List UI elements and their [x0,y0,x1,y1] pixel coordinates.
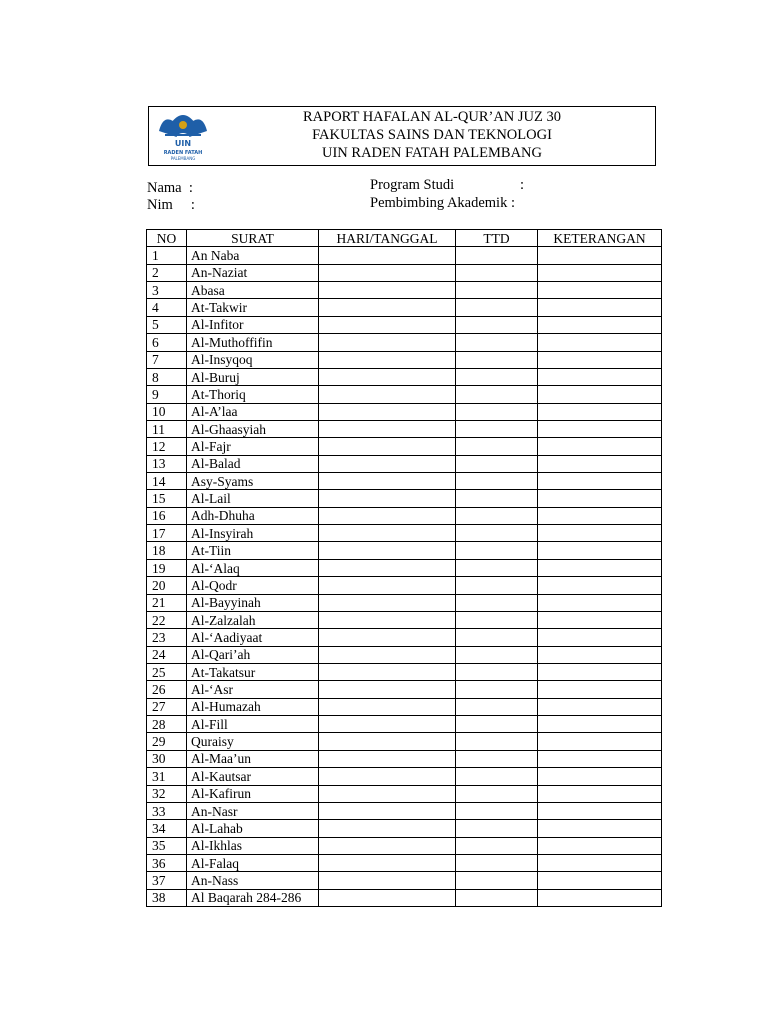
row-hari-tanggal-cell[interactable] [319,403,456,420]
row-ttd-cell[interactable] [456,316,538,333]
table-row [147,716,662,733]
row-keterangan-cell[interactable] [538,698,662,715]
table-row [147,611,662,628]
row-ttd-cell[interactable] [456,559,538,576]
table-header-row [147,230,662,247]
row-hari-tanggal-cell[interactable] [319,525,456,542]
program-studi-colon: : [520,177,525,193]
row-ttd-cell[interactable] [456,889,538,906]
row-ttd-cell[interactable] [456,525,538,542]
row-keterangan-cell[interactable] [538,663,662,680]
row-surat: Al-Lahab [187,820,319,837]
pembimbing-label: Pembimbing Akademik : [370,195,515,211]
table-row [147,368,662,385]
table-row [147,820,662,837]
row-keterangan-cell[interactable] [538,368,662,385]
row-surat: Al-Lail [187,490,319,507]
row-ttd-cell[interactable] [456,854,538,871]
row-hari-tanggal-cell[interactable] [319,663,456,680]
table-row [147,802,662,819]
row-hari-tanggal-cell[interactable] [319,247,456,264]
row-no: 4 [147,299,187,316]
row-ttd-cell[interactable] [456,264,538,281]
table-row [147,889,662,906]
row-keterangan-cell[interactable] [538,768,662,785]
col-keterangan: KETERANGAN [538,230,662,247]
row-surat: Al-‘Alaq [187,559,319,576]
table-row [147,473,662,490]
row-no: 31 [147,768,187,785]
row-keterangan-cell[interactable] [538,646,662,663]
uin-logo-icon [155,109,211,163]
table-row [147,768,662,785]
row-ttd-cell[interactable] [456,247,538,264]
row-keterangan-cell[interactable] [538,316,662,333]
svg-text:RADEN FATAH: RADEN FATAH [163,150,203,156]
row-hari-tanggal-cell[interactable] [319,420,456,437]
table-row [147,490,662,507]
row-ttd-cell[interactable] [456,542,538,559]
row-no: 36 [147,854,187,871]
nama-label: Nama : [147,180,193,196]
row-no: 8 [147,368,187,385]
row-hari-tanggal-cell[interactable] [319,316,456,333]
row-keterangan-cell[interactable] [538,594,662,611]
row-surat: At-Takwir [187,299,319,316]
table-row [147,559,662,576]
row-hari-tanggal-cell[interactable] [319,802,456,819]
row-ttd-cell[interactable] [456,334,538,351]
row-no: 19 [147,559,187,576]
row-no: 20 [147,577,187,594]
row-hari-tanggal-cell[interactable] [319,716,456,733]
table-row [147,698,662,715]
row-no: 25 [147,663,187,680]
row-surat: Al-Ikhlas [187,837,319,854]
row-hari-tanggal-cell[interactable] [319,646,456,663]
table-row [147,386,662,403]
logo-emblem [159,115,207,137]
row-surat: Al-Muthoffifin [187,334,319,351]
col-hari-tanggal: HARI/TANGGAL [319,230,456,247]
row-no: 6 [147,334,187,351]
row-no: 18 [147,542,187,559]
table-row [147,438,662,455]
row-hari-tanggal-cell[interactable] [319,264,456,281]
university-name: UIN RADEN FATAH PALEMBANG [322,145,542,161]
row-surat: Al-Kafirun [187,785,319,802]
row-surat: Al-Buruj [187,368,319,385]
faculty-name: FAKULTAS SAINS DAN TEKNOLOGI [312,127,552,143]
row-ttd-cell[interactable] [456,802,538,819]
row-surat: Al-Qari’ah [187,646,319,663]
row-surat: Al-Insyirah [187,525,319,542]
row-surat: Al-Insyqoq [187,351,319,368]
row-ttd-cell[interactable] [456,403,538,420]
row-keterangan-cell[interactable] [538,629,662,646]
row-keterangan-cell[interactable] [538,611,662,628]
row-keterangan-cell[interactable] [538,889,662,906]
col-no: NO [147,230,187,247]
row-keterangan-cell[interactable] [538,420,662,437]
row-surat: Asy-Syams [187,473,319,490]
row-hari-tanggal-cell[interactable] [319,299,456,316]
row-surat: At-Takatsur [187,663,319,680]
row-surat: Al-Falaq [187,854,319,871]
row-no: 38 [147,889,187,906]
table-row [147,872,662,889]
row-no: 12 [147,438,187,455]
row-no: 24 [147,646,187,663]
report-header [148,106,656,166]
row-ttd-cell[interactable] [456,663,538,680]
row-ttd-cell[interactable] [456,820,538,837]
row-surat: An-Naziat [187,264,319,281]
row-no: 7 [147,351,187,368]
table-row [147,733,662,750]
row-surat: Al-Qodr [187,577,319,594]
row-keterangan-cell[interactable] [538,872,662,889]
row-keterangan-cell[interactable] [538,299,662,316]
row-keterangan-cell[interactable] [538,247,662,264]
row-keterangan-cell[interactable] [538,334,662,351]
row-hari-tanggal-cell[interactable] [319,872,456,889]
row-hari-tanggal-cell[interactable] [319,698,456,715]
table-body [147,247,662,907]
row-no: 33 [147,802,187,819]
table-row [147,854,662,871]
row-surat: Al-Fajr [187,438,319,455]
svg-text:PALEMBANG: PALEMBANG [170,156,196,161]
row-hari-tanggal-cell[interactable] [319,681,456,698]
row-ttd-cell[interactable] [456,299,538,316]
row-surat: Al-A’laa [187,403,319,420]
row-ttd-cell[interactable] [456,386,538,403]
row-ttd-cell[interactable] [456,455,538,472]
row-keterangan-cell[interactable] [538,750,662,767]
row-keterangan-cell[interactable] [538,733,662,750]
row-ttd-cell[interactable] [456,611,538,628]
row-keterangan-cell[interactable] [538,525,662,542]
nim-label: Nim : [147,197,195,213]
row-no: 22 [147,611,187,628]
row-ttd-cell[interactable] [456,733,538,750]
row-keterangan-cell[interactable] [538,490,662,507]
row-hari-tanggal-cell[interactable] [319,386,456,403]
row-no: 15 [147,490,187,507]
row-hari-tanggal-cell[interactable] [319,368,456,385]
hafalan-table [146,229,662,907]
row-keterangan-cell[interactable] [538,386,662,403]
row-ttd-cell[interactable] [456,420,538,437]
row-no: 26 [147,681,187,698]
row-hari-tanggal-cell[interactable] [319,334,456,351]
row-hari-tanggal-cell[interactable] [319,559,456,576]
row-surat: Al-Maa’un [187,750,319,767]
row-surat: At-Tiin [187,542,319,559]
row-ttd-cell[interactable] [456,507,538,524]
row-ttd-cell[interactable] [456,785,538,802]
row-surat: Adh-Dhuha [187,507,319,524]
row-surat: An-Nass [187,872,319,889]
row-ttd-cell[interactable] [456,872,538,889]
row-no: 1 [147,247,187,264]
row-ttd-cell[interactable] [456,750,538,767]
row-no: 2 [147,264,187,281]
row-surat: Al-Humazah [187,698,319,715]
row-surat: Al-‘Asr [187,681,319,698]
table-row [147,455,662,472]
table-row [147,247,662,264]
table-row [147,507,662,524]
table-row [147,334,662,351]
row-no: 5 [147,316,187,333]
row-ttd-cell[interactable] [456,473,538,490]
row-keterangan-cell[interactable] [538,802,662,819]
row-surat: An-Nasr [187,802,319,819]
table-row [147,594,662,611]
table-row [147,542,662,559]
row-ttd-cell[interactable] [456,629,538,646]
row-ttd-cell[interactable] [456,438,538,455]
table-row [147,750,662,767]
row-no: 37 [147,872,187,889]
row-keterangan-cell[interactable] [538,716,662,733]
table-row [147,646,662,663]
row-no: 32 [147,785,187,802]
row-surat: At-Thoriq [187,386,319,403]
row-keterangan-cell[interactable] [538,351,662,368]
row-surat: Al-Bayyinah [187,594,319,611]
row-hari-tanggal-cell[interactable] [319,750,456,767]
row-surat: Al-Kautsar [187,768,319,785]
row-no: 13 [147,455,187,472]
row-hari-tanggal-cell[interactable] [319,889,456,906]
row-ttd-cell[interactable] [456,282,538,299]
row-hari-tanggal-cell[interactable] [319,351,456,368]
table-row [147,403,662,420]
row-ttd-cell[interactable] [456,837,538,854]
table-row [147,663,662,680]
row-keterangan-cell[interactable] [538,438,662,455]
row-hari-tanggal-cell[interactable] [319,611,456,628]
table-row [147,420,662,437]
row-keterangan-cell[interactable] [538,559,662,576]
row-surat: Quraisy [187,733,319,750]
row-ttd-cell[interactable] [456,716,538,733]
row-ttd-cell[interactable] [456,698,538,715]
row-hari-tanggal-cell[interactable] [319,854,456,871]
svg-text:UIN: UIN [174,139,192,148]
table-row [147,299,662,316]
row-no: 16 [147,507,187,524]
row-surat: Al-‘Aadiyaat [187,629,319,646]
row-ttd-cell[interactable] [456,490,538,507]
row-keterangan-cell[interactable] [538,785,662,802]
row-keterangan-cell[interactable] [538,264,662,281]
report-title: RAPORT HAFALAN AL-QUR’AN JUZ 30 [303,109,561,125]
program-studi-label: Program Studi [370,177,455,193]
row-no: 35 [147,837,187,854]
row-surat: Al-Infitor [187,316,319,333]
table-row [147,629,662,646]
row-hari-tanggal-cell[interactable] [319,733,456,750]
row-surat: Al-Zalzalah [187,611,319,628]
row-ttd-cell[interactable] [456,368,538,385]
row-no: 23 [147,629,187,646]
row-hari-tanggal-cell[interactable] [319,577,456,594]
row-keterangan-cell[interactable] [538,577,662,594]
row-keterangan-cell[interactable] [538,681,662,698]
row-hari-tanggal-cell[interactable] [319,507,456,524]
table-row [147,577,662,594]
row-no: 14 [147,473,187,490]
row-no: 3 [147,282,187,299]
row-keterangan-cell[interactable] [538,403,662,420]
row-no: 10 [147,403,187,420]
row-hari-tanggal-cell[interactable] [319,473,456,490]
row-surat: Al Baqarah 284-286 [187,889,319,906]
row-ttd-cell[interactable] [456,646,538,663]
table-row [147,785,662,802]
row-ttd-cell[interactable] [456,681,538,698]
table-row [147,282,662,299]
col-ttd: TTD [456,230,538,247]
row-hari-tanggal-cell[interactable] [319,455,456,472]
row-keterangan-cell[interactable] [538,542,662,559]
row-no: 11 [147,420,187,437]
row-keterangan-cell[interactable] [538,820,662,837]
row-hari-tanggal-cell[interactable] [319,820,456,837]
row-no: 21 [147,594,187,611]
row-ttd-cell[interactable] [456,577,538,594]
row-keterangan-cell[interactable] [538,837,662,854]
table-row [147,681,662,698]
row-hari-tanggal-cell[interactable] [319,490,456,507]
row-hari-tanggal-cell[interactable] [319,438,456,455]
row-hari-tanggal-cell[interactable] [319,629,456,646]
row-hari-tanggal-cell[interactable] [319,768,456,785]
row-no: 34 [147,820,187,837]
row-no: 30 [147,750,187,767]
row-no: 29 [147,733,187,750]
row-keterangan-cell[interactable] [538,473,662,490]
row-surat: An Naba [187,247,319,264]
row-no: 17 [147,525,187,542]
row-hari-tanggal-cell[interactable] [319,594,456,611]
row-keterangan-cell[interactable] [538,455,662,472]
table-row [147,264,662,281]
row-ttd-cell[interactable] [456,351,538,368]
row-surat: Abasa [187,282,319,299]
table-row [147,351,662,368]
table-row [147,837,662,854]
row-ttd-cell[interactable] [456,768,538,785]
row-surat: Al-Fill [187,716,319,733]
row-no: 28 [147,716,187,733]
row-keterangan-cell[interactable] [538,507,662,524]
row-surat: Al-Ghaasyiah [187,420,319,437]
row-hari-tanggal-cell[interactable] [319,837,456,854]
table-row [147,316,662,333]
row-hari-tanggal-cell[interactable] [319,542,456,559]
row-ttd-cell[interactable] [456,594,538,611]
row-no: 27 [147,698,187,715]
row-surat: Al-Balad [187,455,319,472]
row-no: 9 [147,386,187,403]
row-hari-tanggal-cell[interactable] [319,785,456,802]
table-row [147,525,662,542]
row-keterangan-cell[interactable] [538,854,662,871]
row-keterangan-cell[interactable] [538,282,662,299]
col-surat: SURAT [187,230,319,247]
row-hari-tanggal-cell[interactable] [319,282,456,299]
